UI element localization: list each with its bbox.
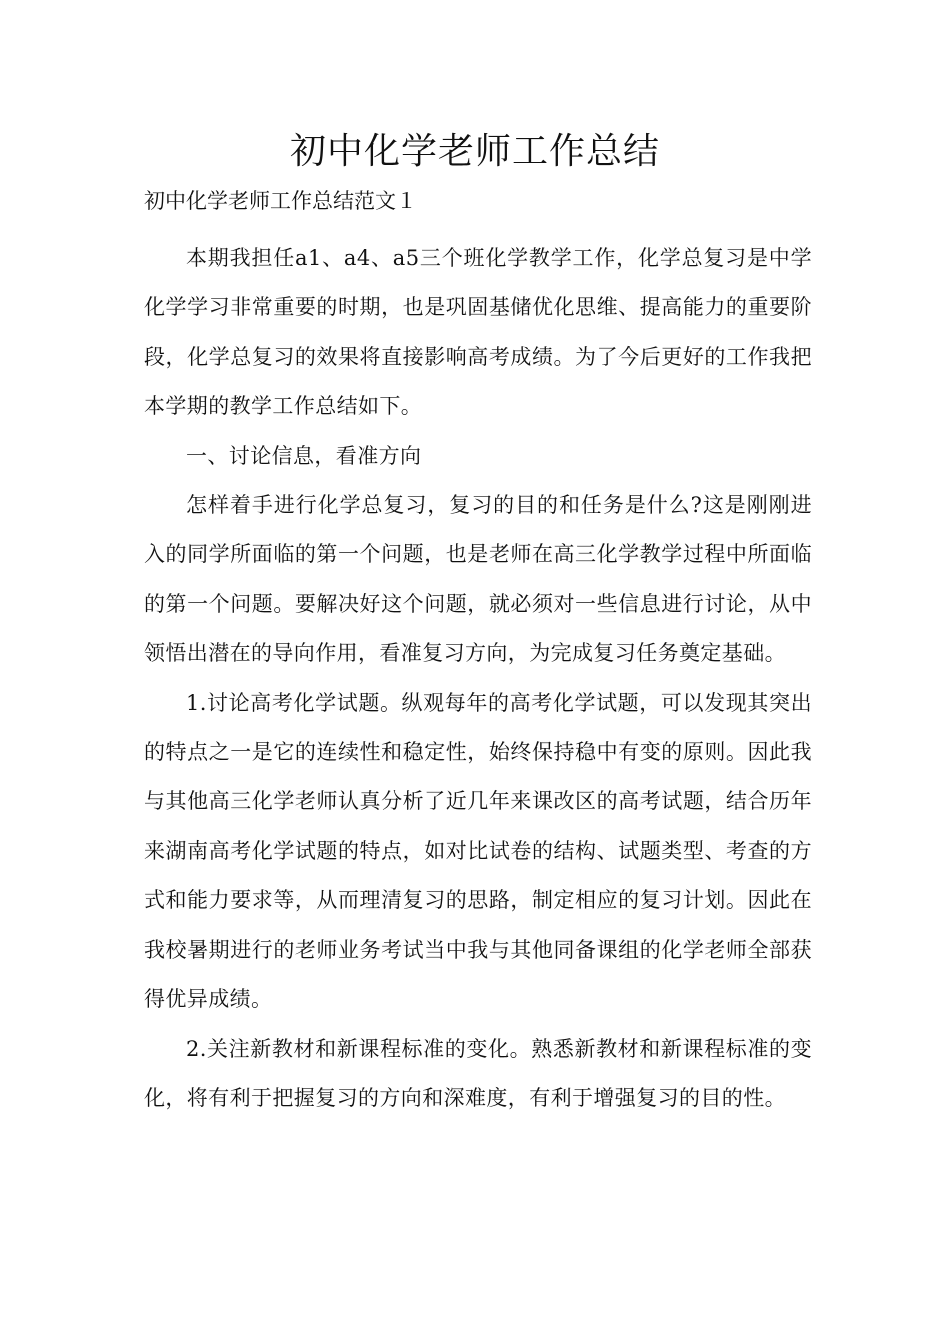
paragraph-point-2: 2.关注新教材和新课程标准的变化。熟悉新教材和新课程标准的变化，将有利于把握复习的方向和深难度，有利于增强复习的目的性。 [144,1036,812,1110]
paragraph-section-1: 怎样着手进行化学总复习，复习的目的和任务是什么?这是刚刚进入的同学所面临的第一个问题，也是老师在高三化学教学过程中所面临的第一个问题。要解决好这个问题，就必须对一些信息进行讨论，从中领悟出潜在的导向作用，看准复习方向，为完成复习任务奠定基础。 [144,493,812,666]
paragraph-point-1: 1.讨论高考化学试题。纵观每年的高考化学试题，可以发现其突出的特点之一是它的连续性和稳定性，始终保持稳中有变的原则。因此我与其他高三化学老师认真分析了近几年来课改区的高考试题，结合历年来湖南高考化学试题的特点，如对比试卷的结构、试题类型、考查的方式和能力要求等，从而理清复习的思路，制定相应的复习计划。因此在我校暑期进行的老师业务考试当中我与其他同备课组的化学老师全部获得优异成绩。 [144,690,812,1012]
section-heading-1: 一、讨论信息，看准方向 [186,443,422,468]
paragraph-intro: 本期我担任a1、a4、a5三个班化学教学工作，化学总复习是中学化学学习非常重要的时期，也是巩固基储优化思维、提高能力的重要阶段，化学总复习的效果将直接影响高考成绩。为了今后更好的工作我把本学期的教学工作总结如下。 [144,246,812,419]
document-body [144,234,812,1123]
document-subtitle: 初中化学老师工作总结范文１ [144,189,417,213]
document-title: 初中化学老师工作总结 [289,131,660,172]
